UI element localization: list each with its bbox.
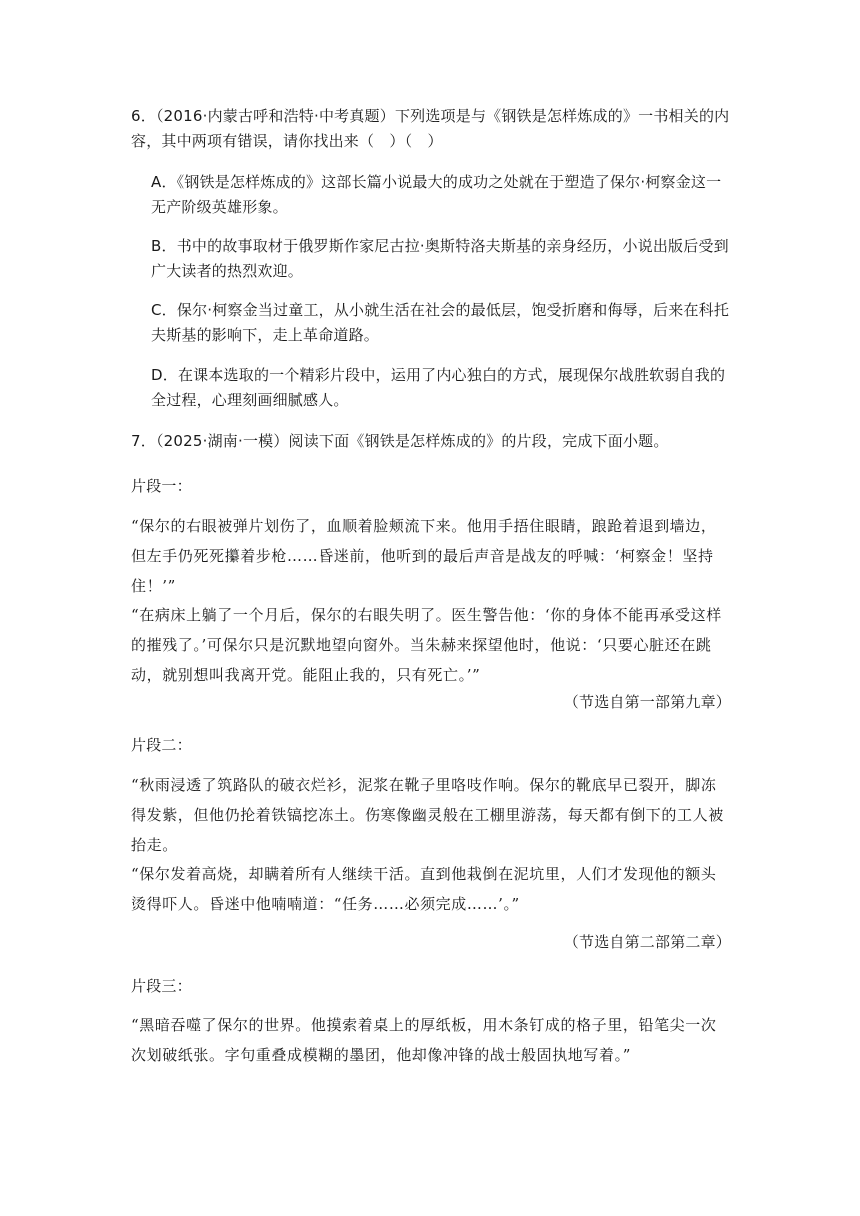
question-7-stem: 7．（2025·湖南·一模）阅读下面《钢铁是怎样炼成的》的片段，完成下面小题。	[131, 432, 669, 450]
fragment-1-paragraph-2: “在病床上躺了一个月后，保尔的右眼失明了。医生警告他：‘你的身体不能再承受这样的摧残了。’可保尔只是沉默地望向窗外。当朱赫来探望他时，他说：‘只要心脏还在跳动，就别想叫我离开党。能阻止我的，只有死亡。’”	[131, 606, 722, 684]
fragment-3-title: 片段三：	[131, 977, 192, 995]
fragment-2-source: （节选自第二部第二章）	[563, 933, 731, 951]
question-6-option-c: C．保尔·柯察金当过童工，从小就生活在社会的最低层，饱受折磨和侮辱，后来在科托夫斯基的影响下，走上革命道路。	[151, 301, 730, 344]
question-6-option-b: B．书中的故事取材于俄罗斯作家尼古拉·奥斯特洛夫斯基的亲身经历，小说出版后受到广大读者的热烈欢迎。	[151, 237, 729, 280]
fragment-2-paragraph-1: “秋雨浸透了筑路队的破衣烂衫，泥浆在靴子里咯吱作响。保尔的靴底早已裂开，脚冻得发紫，但他仍抡着铁镐挖冻土。伤寒像幽灵般在工棚里游荡，每天都有倒下的工人被抬走。	[131, 776, 724, 854]
fragment-1-title: 片段一：	[131, 477, 192, 495]
fragment-3-paragraph-1: “黑暗吞噬了保尔的世界。他摸索着桌上的厚纸板，用木条钉成的格子里，铅笔尖一次次划破纸张。字句重叠成模糊的墨团，他却像冲锋的战士般固执地写着。”	[131, 1016, 717, 1064]
fragment-1-paragraph-1: “保尔的右眼被弹片划伤了，血顺着脸颊流下来。他用手捂住眼睛，踉跄着退到墙边，但左手仍死死攥着步枪……昏迷前，他听到的最后声音是战友的呼喊：‘柯察金！坚持住！’”	[131, 517, 717, 595]
fragment-2-paragraph-2: “保尔发着高烧，却瞒着所有人继续干活。直到他栽倒在泥坑里，人们才发现他的额头烫得吓人。昏迷中他喃喃道：“任务……必须完成……’。”	[131, 865, 717, 913]
fragment-1-source: （节选自第一部第九章）	[563, 693, 731, 711]
question-6-stem: 6．（2016·内蒙古呼和浩特·中考真题）下列选项是与《钢铁是怎样炼成的》一书相关的内容，其中两项有错误，请你找出来（ ）（ ）	[131, 107, 730, 150]
question-6-option-a: A．《钢铁是怎样炼成的》这部长篇小说最大的成功之处就在于塑造了保尔·柯察金这一无产阶级英雄形象。	[151, 173, 722, 216]
question-6-option-d: D．在课本选取的一个精彩片段中，运用了内心独白的方式，展现保尔战胜软弱自我的全过程，心理刻画细腻感人。	[151, 366, 726, 409]
fragment-2-title: 片段二：	[131, 736, 192, 754]
